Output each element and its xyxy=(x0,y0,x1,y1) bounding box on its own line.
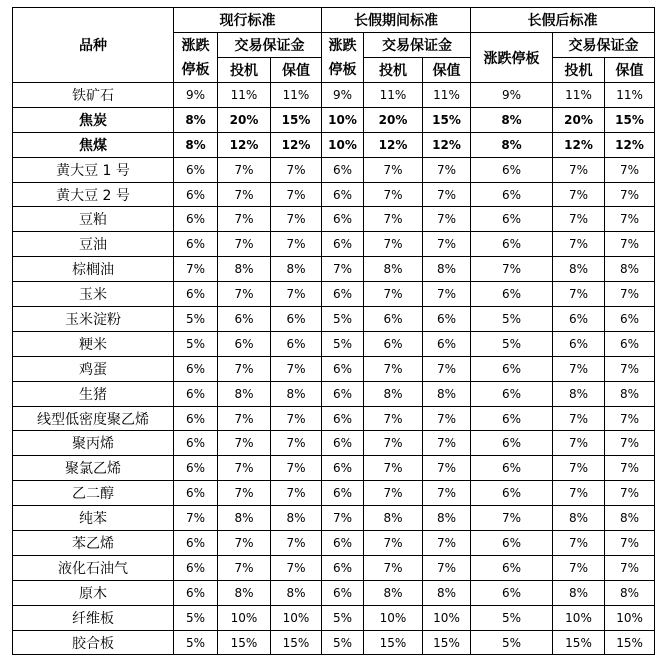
table-body xyxy=(13,83,655,655)
rate-cell: 7% xyxy=(218,481,271,506)
rate-cell: 6% xyxy=(174,381,218,406)
rate-cell: 8% xyxy=(553,381,605,406)
rate-cell: 5% xyxy=(322,331,364,356)
rate-cell: 11% xyxy=(218,83,271,108)
rate-cell: 7% xyxy=(271,555,322,580)
rate-cell: 7% xyxy=(605,157,655,182)
rate-cell: 7% xyxy=(271,531,322,556)
rate-cell: 6% xyxy=(174,207,218,232)
rate-cell: 7% xyxy=(605,282,655,307)
rate-cell: 7% xyxy=(423,406,471,431)
rate-cell: 7% xyxy=(553,481,605,506)
rate-cell: 6% xyxy=(471,481,553,506)
variety-name: 豆油 xyxy=(13,232,174,257)
header-post-holiday-standard: 长假后标准 xyxy=(471,8,655,33)
rate-cell: 15% xyxy=(218,630,271,655)
rate-cell: 7% xyxy=(423,157,471,182)
rate-cell: 6% xyxy=(471,356,553,381)
rate-cell: 7% xyxy=(364,232,423,257)
rate-cell: 11% xyxy=(423,83,471,108)
rate-cell: 5% xyxy=(174,331,218,356)
rate-cell: 6% xyxy=(174,182,218,207)
rate-cell: 6% xyxy=(174,157,218,182)
header-hedge-holiday: 保值 xyxy=(423,58,471,83)
rate-cell: 8% xyxy=(553,580,605,605)
rate-cell: 7% xyxy=(364,207,423,232)
rate-cell: 7% xyxy=(271,481,322,506)
rate-cell: 7% xyxy=(471,506,553,531)
rate-cell: 7% xyxy=(271,207,322,232)
variety-name: 玉米 xyxy=(13,282,174,307)
rate-cell: 7% xyxy=(174,257,218,282)
table-row xyxy=(13,580,655,605)
rate-cell: 5% xyxy=(322,630,364,655)
rate-cell: 7% xyxy=(218,456,271,481)
rate-cell: 8% xyxy=(605,257,655,282)
rate-cell: 12% xyxy=(553,132,605,157)
rate-cell: 20% xyxy=(553,107,605,132)
rate-cell: 9% xyxy=(322,83,364,108)
rate-cell: 6% xyxy=(322,555,364,580)
rate-cell: 6% xyxy=(322,406,364,431)
rate-cell: 7% xyxy=(423,282,471,307)
rate-cell: 6% xyxy=(218,307,271,332)
rate-cell: 8% xyxy=(605,580,655,605)
rate-cell: 7% xyxy=(218,182,271,207)
variety-name: 黄大豆 2 号 xyxy=(13,182,174,207)
variety-name: 生猪 xyxy=(13,381,174,406)
rate-cell: 15% xyxy=(423,630,471,655)
rate-cell: 6% xyxy=(174,356,218,381)
rate-cell: 7% xyxy=(423,182,471,207)
rate-cell: 7% xyxy=(271,431,322,456)
rate-cell: 8% xyxy=(218,580,271,605)
rate-cell: 7% xyxy=(364,182,423,207)
rate-cell: 7% xyxy=(553,232,605,257)
rate-cell: 7% xyxy=(553,531,605,556)
rate-cell: 8% xyxy=(271,506,322,531)
rate-cell: 5% xyxy=(174,307,218,332)
rate-cell: 5% xyxy=(322,605,364,630)
rate-cell: 8% xyxy=(605,381,655,406)
variety-name: 乙二醇 xyxy=(13,481,174,506)
header-variety: 品种 xyxy=(13,8,174,83)
rate-cell: 10% xyxy=(271,605,322,630)
rate-cell: 10% xyxy=(322,107,364,132)
rate-cell: 8% xyxy=(423,580,471,605)
rate-cell: 7% xyxy=(364,431,423,456)
rate-cell: 7% xyxy=(553,157,605,182)
variety-name: 焦煤 xyxy=(13,132,174,157)
rate-cell: 6% xyxy=(218,331,271,356)
variety-name: 棕榈油 xyxy=(13,257,174,282)
rate-cell: 7% xyxy=(218,157,271,182)
rate-cell: 8% xyxy=(471,107,553,132)
rate-cell: 6% xyxy=(553,331,605,356)
rate-cell: 7% xyxy=(174,506,218,531)
header-hedge-post: 保值 xyxy=(605,58,655,83)
rate-cell: 6% xyxy=(174,481,218,506)
rate-cell: 7% xyxy=(218,406,271,431)
rate-cell: 7% xyxy=(605,182,655,207)
rate-cell: 6% xyxy=(605,331,655,356)
rate-cell: 20% xyxy=(218,107,271,132)
table-row xyxy=(13,132,655,157)
variety-name: 液化石油气 xyxy=(13,555,174,580)
rate-cell: 10% xyxy=(423,605,471,630)
rate-cell: 15% xyxy=(271,630,322,655)
rate-cell: 8% xyxy=(423,257,471,282)
header-limit-line1: 涨跌 xyxy=(328,37,357,54)
table-row xyxy=(13,356,655,381)
rate-cell: 6% xyxy=(471,580,553,605)
rate-cell: 6% xyxy=(322,431,364,456)
rate-cell: 7% xyxy=(423,481,471,506)
rate-cell: 7% xyxy=(271,232,322,257)
table-row xyxy=(13,431,655,456)
rate-cell: 7% xyxy=(364,481,423,506)
table-row xyxy=(13,331,655,356)
rate-cell: 7% xyxy=(471,257,553,282)
header-margin-post: 交易保证金 xyxy=(553,33,655,58)
rate-cell: 6% xyxy=(423,331,471,356)
rate-cell: 10% xyxy=(218,605,271,630)
rate-cell: 7% xyxy=(364,531,423,556)
rate-cell: 7% xyxy=(423,555,471,580)
rate-cell: 6% xyxy=(423,307,471,332)
rate-cell: 6% xyxy=(471,406,553,431)
rate-cell: 7% xyxy=(364,555,423,580)
rate-cell: 7% xyxy=(218,531,271,556)
header-current-standard: 现行标准 xyxy=(174,8,322,33)
rate-cell: 8% xyxy=(271,381,322,406)
rate-cell: 7% xyxy=(553,282,605,307)
rate-cell: 15% xyxy=(553,630,605,655)
table-row xyxy=(13,555,655,580)
header-limit-post: 涨跌停板 xyxy=(471,33,553,83)
rate-cell: 9% xyxy=(174,83,218,108)
rate-cell: 6% xyxy=(471,282,553,307)
rate-cell: 8% xyxy=(271,580,322,605)
variety-name: 粳米 xyxy=(13,331,174,356)
variety-name: 纯苯 xyxy=(13,506,174,531)
rate-cell: 8% xyxy=(364,381,423,406)
rate-cell: 8% xyxy=(271,257,322,282)
rate-cell: 6% xyxy=(322,182,364,207)
header-limit-line2: 停板 xyxy=(181,61,210,78)
header-limit-line2: 停板 xyxy=(328,61,357,78)
rate-cell: 8% xyxy=(471,132,553,157)
rate-cell: 8% xyxy=(218,381,271,406)
variety-name: 苯乙烯 xyxy=(13,531,174,556)
rate-cell: 10% xyxy=(364,605,423,630)
rate-cell: 20% xyxy=(364,107,423,132)
header-spec-holiday: 投机 xyxy=(364,58,423,83)
rate-cell: 6% xyxy=(174,555,218,580)
rate-cell: 7% xyxy=(553,431,605,456)
rate-cell: 6% xyxy=(174,456,218,481)
rate-cell: 7% xyxy=(423,456,471,481)
rate-cell: 7% xyxy=(364,456,423,481)
rate-cell: 6% xyxy=(174,431,218,456)
rate-cell: 6% xyxy=(471,456,553,481)
table-row xyxy=(13,157,655,182)
rate-cell: 10% xyxy=(605,605,655,630)
rate-cell: 7% xyxy=(364,406,423,431)
rate-cell: 5% xyxy=(471,605,553,630)
variety-name: 胶合板 xyxy=(13,630,174,655)
rate-cell: 8% xyxy=(553,506,605,531)
variety-name: 黄大豆 1 号 xyxy=(13,157,174,182)
rate-cell: 7% xyxy=(322,257,364,282)
table-row xyxy=(13,232,655,257)
rate-cell: 15% xyxy=(423,107,471,132)
margin-limit-table xyxy=(12,7,655,655)
rate-cell: 7% xyxy=(423,431,471,456)
rate-cell: 8% xyxy=(423,381,471,406)
rate-cell: 10% xyxy=(553,605,605,630)
rate-cell: 5% xyxy=(471,307,553,332)
rate-cell: 15% xyxy=(271,107,322,132)
rate-cell: 6% xyxy=(471,431,553,456)
table-row xyxy=(13,107,655,132)
variety-name: 鸡蛋 xyxy=(13,356,174,381)
rate-cell: 8% xyxy=(423,506,471,531)
header-limit-line1: 涨跌 xyxy=(181,37,210,54)
rate-cell: 7% xyxy=(271,406,322,431)
variety-name: 玉米淀粉 xyxy=(13,307,174,332)
rate-cell: 7% xyxy=(423,232,471,257)
rate-cell: 7% xyxy=(271,456,322,481)
rate-cell: 8% xyxy=(364,257,423,282)
rate-cell: 6% xyxy=(271,307,322,332)
rate-cell: 10% xyxy=(322,132,364,157)
rate-cell: 7% xyxy=(605,431,655,456)
rate-cell: 11% xyxy=(364,83,423,108)
rate-cell: 9% xyxy=(471,83,553,108)
header-limit-current xyxy=(174,33,218,83)
rate-cell: 6% xyxy=(471,182,553,207)
rate-cell: 12% xyxy=(605,132,655,157)
rate-cell: 7% xyxy=(553,182,605,207)
rate-cell: 7% xyxy=(364,356,423,381)
rate-cell: 6% xyxy=(322,232,364,257)
rate-cell: 7% xyxy=(364,157,423,182)
rate-cell: 6% xyxy=(322,456,364,481)
rate-cell: 7% xyxy=(605,555,655,580)
rate-cell: 6% xyxy=(471,232,553,257)
table-row xyxy=(13,531,655,556)
rate-cell: 7% xyxy=(605,531,655,556)
rate-cell: 15% xyxy=(605,107,655,132)
variety-name: 铁矿石 xyxy=(13,83,174,108)
variety-name: 焦炭 xyxy=(13,107,174,132)
rate-cell: 7% xyxy=(218,282,271,307)
table-row xyxy=(13,282,655,307)
table-row xyxy=(13,207,655,232)
table-row xyxy=(13,182,655,207)
rate-cell: 7% xyxy=(605,456,655,481)
rate-cell: 8% xyxy=(174,107,218,132)
header-margin-holiday: 交易保证金 xyxy=(364,33,471,58)
rate-cell: 7% xyxy=(553,456,605,481)
rate-cell: 5% xyxy=(471,331,553,356)
variety-name: 聚丙烯 xyxy=(13,431,174,456)
rate-cell: 6% xyxy=(322,580,364,605)
rate-cell: 6% xyxy=(322,157,364,182)
rate-cell: 5% xyxy=(174,605,218,630)
rate-cell: 7% xyxy=(605,481,655,506)
rate-cell: 8% xyxy=(364,506,423,531)
rate-cell: 6% xyxy=(471,207,553,232)
rate-cell: 6% xyxy=(471,555,553,580)
rate-cell: 11% xyxy=(271,83,322,108)
variety-name: 线型低密度聚乙烯 xyxy=(13,406,174,431)
rate-cell: 6% xyxy=(174,282,218,307)
rate-cell: 7% xyxy=(271,282,322,307)
rate-cell: 12% xyxy=(271,132,322,157)
rate-cell: 7% xyxy=(553,406,605,431)
header-hedge-current: 保值 xyxy=(271,58,322,83)
rate-cell: 6% xyxy=(605,307,655,332)
rate-cell: 6% xyxy=(553,307,605,332)
rate-cell: 7% xyxy=(553,555,605,580)
rate-cell: 5% xyxy=(174,630,218,655)
rate-cell: 12% xyxy=(423,132,471,157)
rate-cell: 7% xyxy=(605,356,655,381)
table-row xyxy=(13,406,655,431)
table-row xyxy=(13,307,655,332)
rate-cell: 7% xyxy=(364,282,423,307)
rate-cell: 12% xyxy=(364,132,423,157)
rate-cell: 6% xyxy=(174,531,218,556)
header-margin-current: 交易保证金 xyxy=(218,33,322,58)
rate-cell: 6% xyxy=(322,207,364,232)
rate-cell: 7% xyxy=(553,356,605,381)
rate-cell: 7% xyxy=(271,356,322,381)
variety-name: 聚氯乙烯 xyxy=(13,456,174,481)
rate-cell: 6% xyxy=(471,531,553,556)
variety-name: 原木 xyxy=(13,580,174,605)
rate-cell: 8% xyxy=(218,257,271,282)
variety-name: 豆粕 xyxy=(13,207,174,232)
rate-cell: 7% xyxy=(605,232,655,257)
rate-cell: 6% xyxy=(322,481,364,506)
variety-name: 纤维板 xyxy=(13,605,174,630)
rate-cell: 12% xyxy=(218,132,271,157)
rate-cell: 6% xyxy=(322,282,364,307)
rate-cell: 15% xyxy=(605,630,655,655)
header-holiday-standard: 长假期间标准 xyxy=(322,8,471,33)
rate-cell: 5% xyxy=(322,307,364,332)
rate-cell: 7% xyxy=(322,506,364,531)
rate-cell: 7% xyxy=(423,207,471,232)
rate-cell: 6% xyxy=(322,356,364,381)
rate-cell: 8% xyxy=(553,257,605,282)
rate-cell: 8% xyxy=(218,506,271,531)
rate-cell: 7% xyxy=(423,356,471,381)
table-row xyxy=(13,381,655,406)
rate-cell: 8% xyxy=(605,506,655,531)
rate-cell: 7% xyxy=(271,157,322,182)
header-spec-post: 投机 xyxy=(553,58,605,83)
table-row xyxy=(13,257,655,282)
table-row xyxy=(13,83,655,108)
rate-cell: 7% xyxy=(605,406,655,431)
table-row xyxy=(13,456,655,481)
table-row xyxy=(13,506,655,531)
rate-cell: 6% xyxy=(271,331,322,356)
rate-cell: 7% xyxy=(218,356,271,381)
rate-cell: 7% xyxy=(218,232,271,257)
rate-cell: 7% xyxy=(218,207,271,232)
rate-cell: 7% xyxy=(553,207,605,232)
rate-cell: 15% xyxy=(364,630,423,655)
header-limit-holiday xyxy=(322,33,364,83)
rate-cell: 6% xyxy=(471,381,553,406)
rate-cell: 6% xyxy=(174,580,218,605)
rate-cell: 5% xyxy=(471,630,553,655)
rate-cell: 6% xyxy=(471,157,553,182)
header-spec-current: 投机 xyxy=(218,58,271,83)
rate-cell: 6% xyxy=(322,381,364,406)
rate-cell: 8% xyxy=(364,580,423,605)
rate-cell: 6% xyxy=(364,331,423,356)
rate-cell: 7% xyxy=(423,531,471,556)
table-row xyxy=(13,630,655,655)
rate-cell: 7% xyxy=(218,431,271,456)
rate-cell: 6% xyxy=(322,531,364,556)
rate-cell: 7% xyxy=(605,207,655,232)
rate-cell: 11% xyxy=(605,83,655,108)
rate-cell: 7% xyxy=(271,182,322,207)
table-row xyxy=(13,605,655,630)
rate-cell: 6% xyxy=(174,232,218,257)
rate-cell: 6% xyxy=(364,307,423,332)
rate-cell: 7% xyxy=(218,555,271,580)
rate-cell: 8% xyxy=(174,132,218,157)
table-row xyxy=(13,481,655,506)
rate-cell: 11% xyxy=(553,83,605,108)
rate-cell: 6% xyxy=(174,406,218,431)
